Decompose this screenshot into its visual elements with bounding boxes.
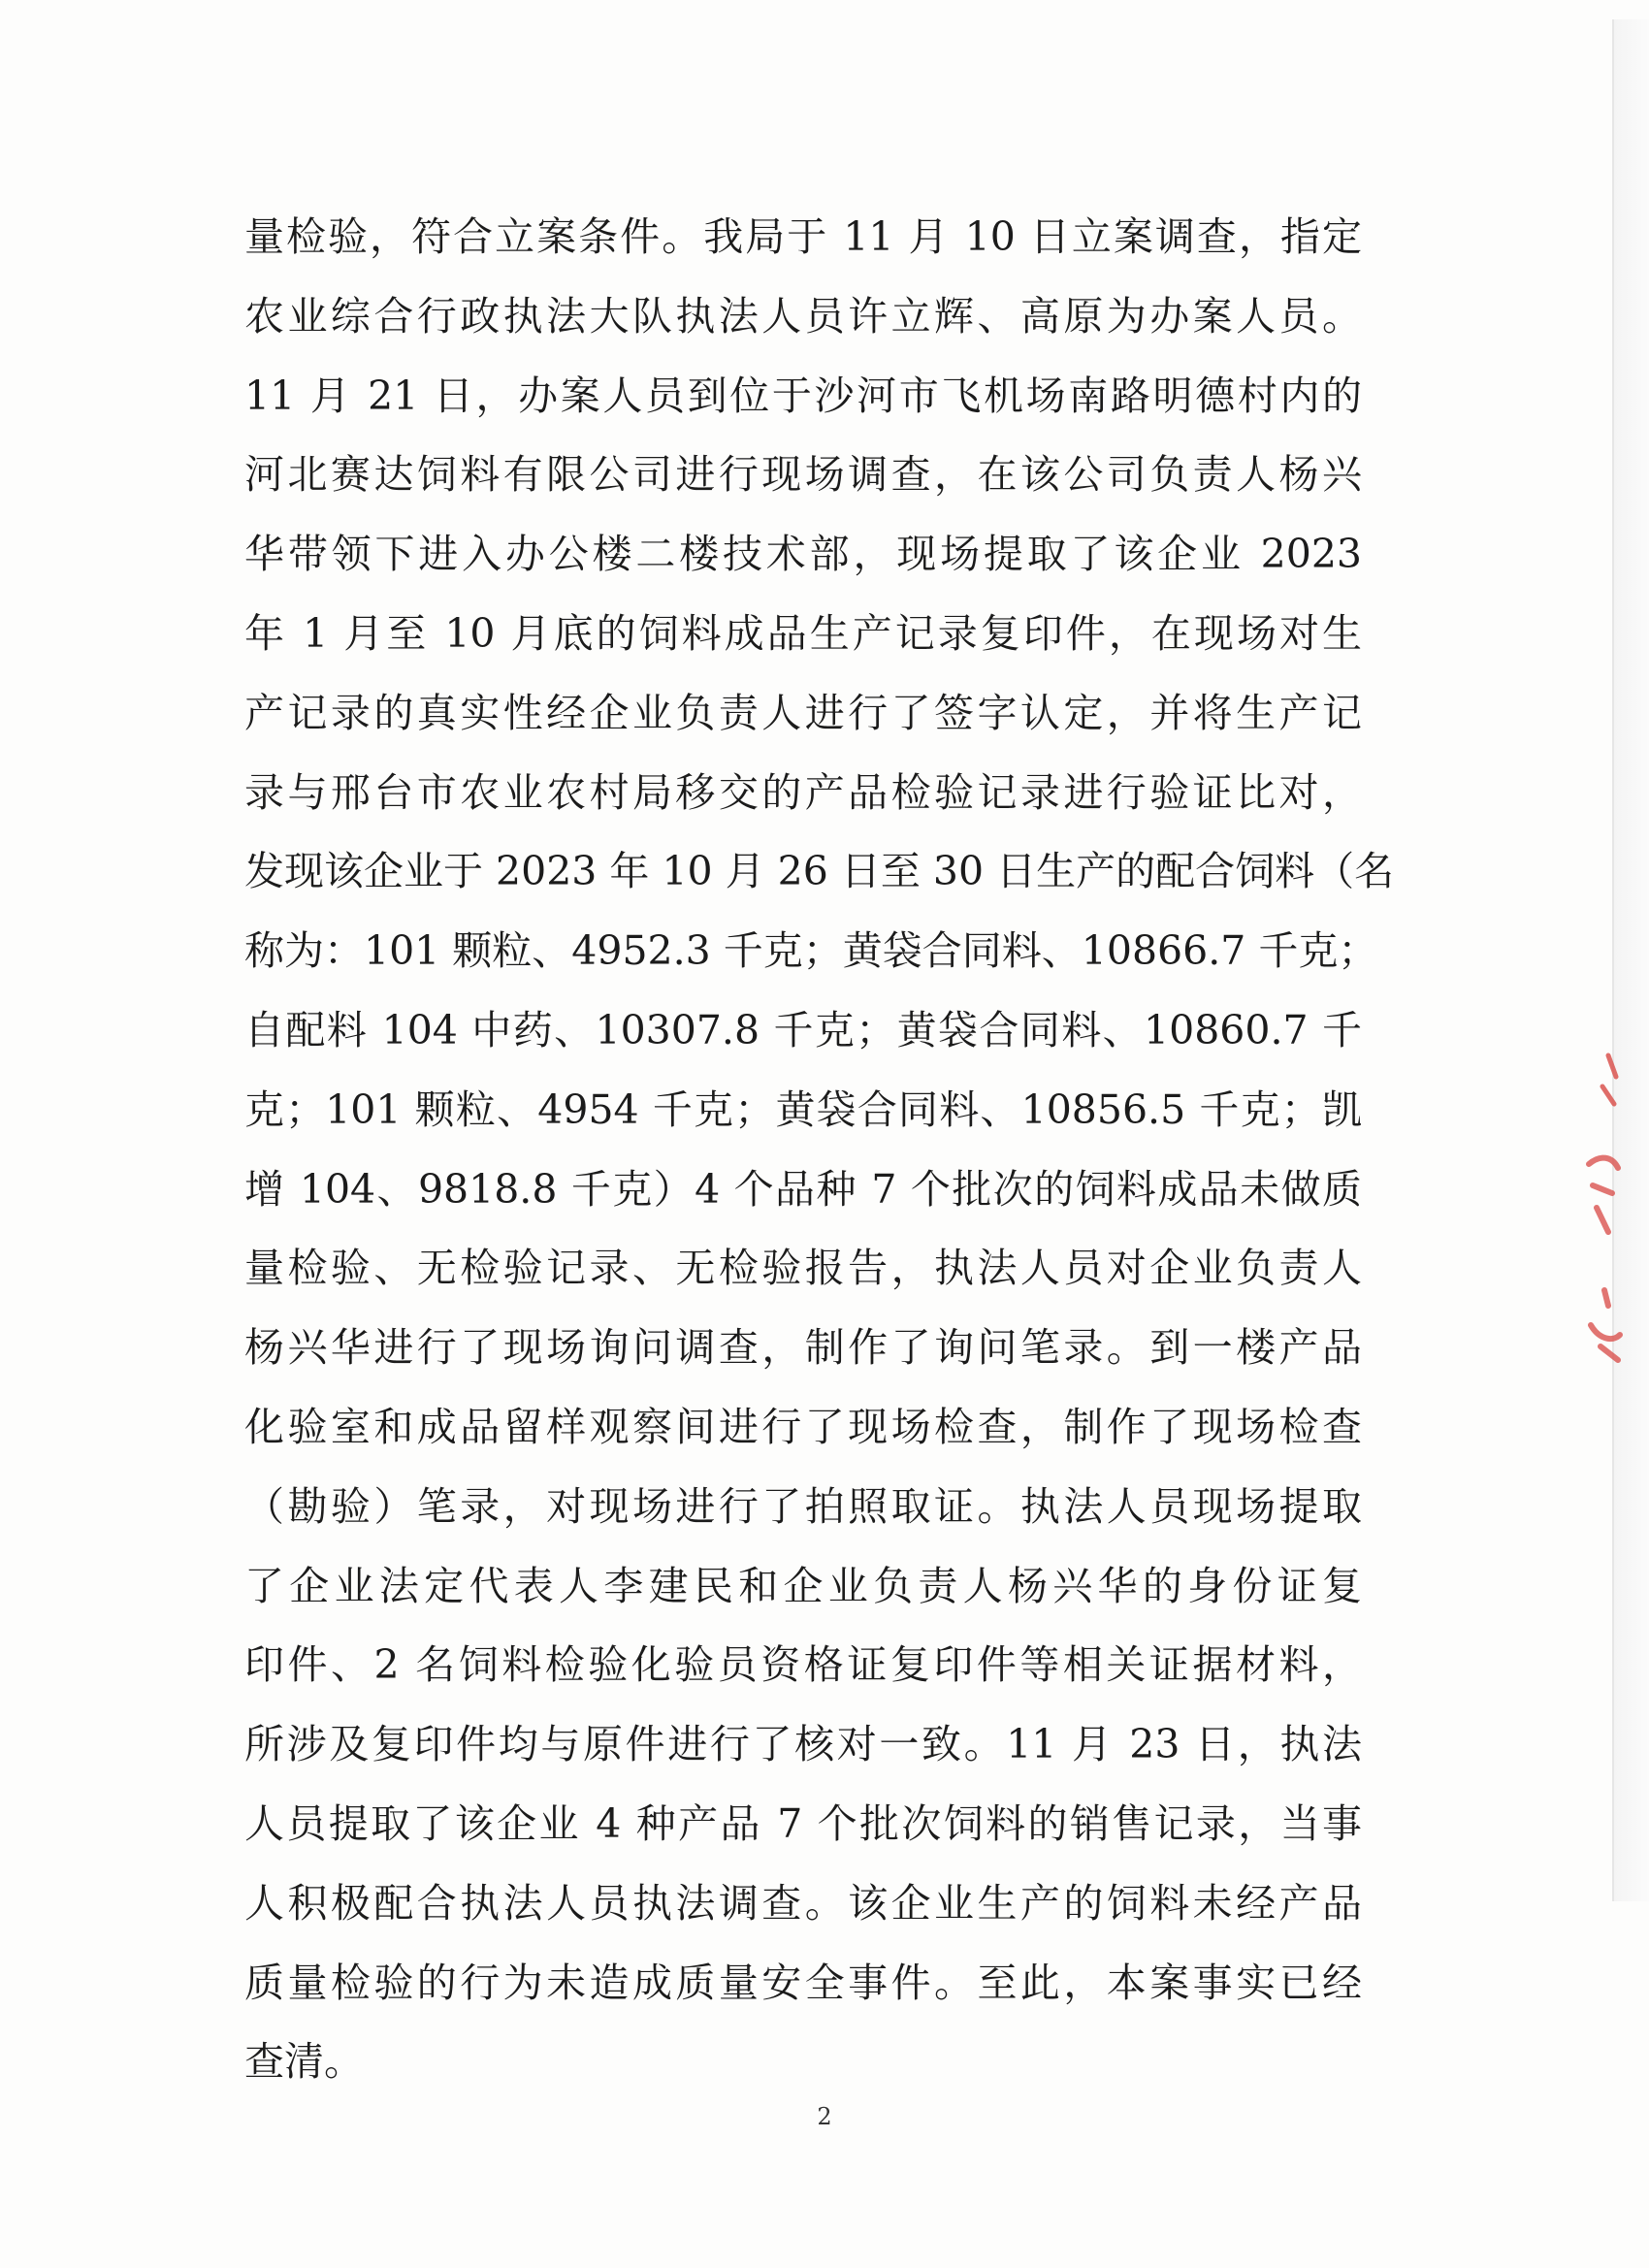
text-line-8: 录与邢台市农业农村局移交的产品检验记录进行验证比对， xyxy=(244,768,1362,816)
text-line-20: 所涉及复印件均与原件进行了核对一致。11 月 23 日，执法 xyxy=(244,1721,1362,1768)
text-line-22: 人积极配合执法人员执法调查。该企业生产的饲料未经产品 xyxy=(244,1879,1362,1927)
text-line-10: 称为：101 颗粒、4952.3 千克；黄袋合同料、10866.7 千克； xyxy=(244,927,1378,975)
text-line-16: 化验室和成品留样观察间进行了现场检查，制作了现场检查 xyxy=(244,1403,1362,1450)
page-number: 2 xyxy=(817,2103,832,2130)
text-line-5: 华带领下进入办公楼二楼技术部，现场提取了该企业 2023 xyxy=(244,531,1362,578)
text-line-18: 了企业法定代表人李建民和企业负责人杨兴华的身份证复 xyxy=(244,1562,1362,1609)
text-line-6: 年 1 月至 10 月底的饲料成品生产记录复印件，在现场对生 xyxy=(244,609,1362,657)
text-line-4: 河北赛达饲料有限公司进行现场调查，在该公司负责人杨兴 xyxy=(244,451,1362,499)
text-line-23: 质量检验的行为未造成质量安全事件。至此，本案事实已经 xyxy=(244,1959,1362,2006)
document-body xyxy=(244,198,1395,2102)
text-line-1: 量检验，符合立案条件。我局于 11 月 10 日立案调查，指定 xyxy=(244,213,1362,260)
text-line-13: 增 104、9818.8 千克）4 个品种 7 个批次的饲料成品未做质 xyxy=(244,1165,1362,1213)
text-line-9: 发现该企业于 2023 年 10 月 26 日至 30 日生产的配合饲料（名 xyxy=(244,848,1395,895)
red-seal-fragment xyxy=(1579,1048,1626,1368)
text-line-2: 农业综合行政执法大队执法人员许立辉、高原为办案人员。 xyxy=(244,292,1362,340)
text-line-11: 自配料 104 中药、10307.8 千克；黄袋合同料、10860.7 千 xyxy=(244,1006,1362,1053)
text-line-12: 克；101 颗粒、4954 千克；黄袋合同料、10856.5 千克；凯 xyxy=(244,1085,1362,1133)
text-line-7: 产记录的真实性经企业负责人进行了签字认定，并将生产记 xyxy=(244,689,1362,736)
text-line-15: 杨兴华进行了现场询问调查，制作了询问笔录。到一楼产品 xyxy=(244,1324,1362,1372)
text-line-14: 量检验、无检验记录、无检验报告，执法人员对企业负责人 xyxy=(244,1245,1362,1292)
text-line-3: 11 月 21 日，办案人员到位于沙河市飞机场南路明德村内的 xyxy=(244,372,1362,419)
text-line-24: 查清。 xyxy=(244,2038,364,2086)
text-line-21: 人员提取了该企业 4 种产品 7 个批次饲料的销售记录，当事 xyxy=(244,1799,1362,1847)
scan-page-edge xyxy=(1612,19,1649,1901)
text-line-17: （勘验）笔录，对现场进行了拍照取证。执法人员现场提取 xyxy=(244,1482,1362,1530)
text-line-19: 印件、2 名饲料检验化验员资格证复印件等相关证据材料， xyxy=(244,1641,1362,1689)
